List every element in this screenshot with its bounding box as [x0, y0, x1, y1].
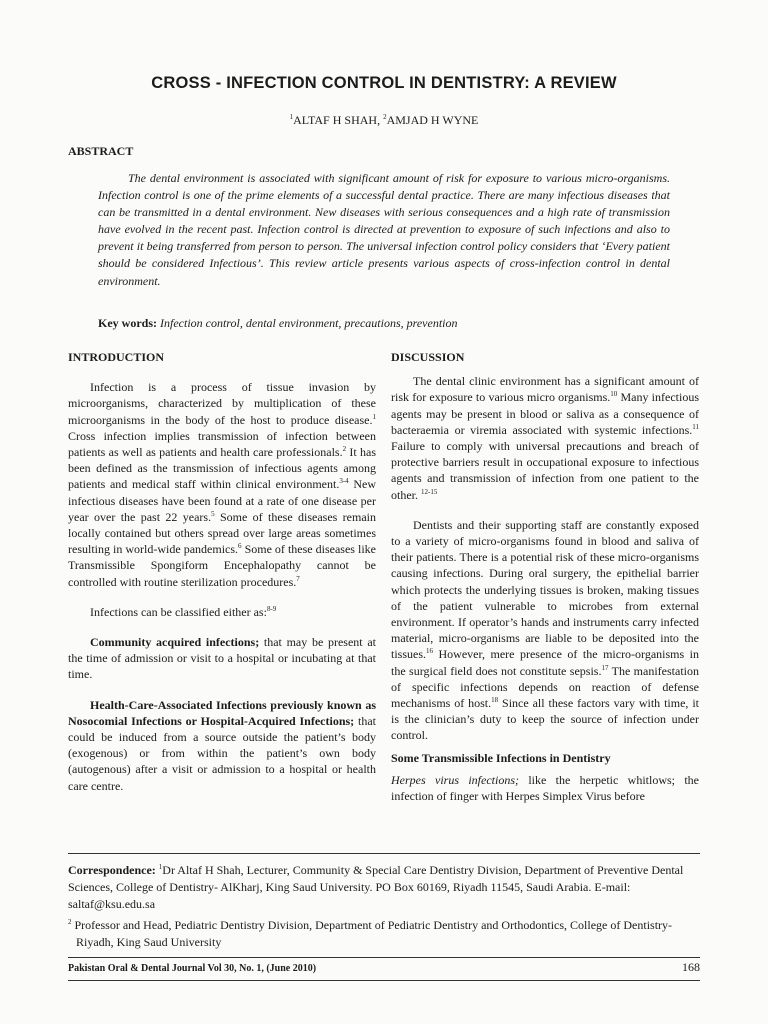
intro-paragraph-3: Community acquired infections; that may be present at the time of admission or visit to a hospital or incubating at that time. [68, 635, 376, 682]
right-column [391, 349, 699, 818]
intro-paragraph-4: Health-Care-Associated Infections previously known as Nosocomial Infections or Hospital-Acquired Infections; that could be induced from a source outside the patient’s body (exogenous) or from within the patient’s own body (autogenous) after a visit or admission to a hospital or health care centre. [68, 697, 377, 793]
discussion-paragraph-2: Dentists and their supporting staff are constantly exposed to a variety of micro-organisms found in blood and saliva of their patients. There is a potential risk of these micro-organisms causing infections. During oral surgery, the epithelial barrier which protects the underlying tissues is broken, making tissues of the patient vulnerable to microbes from external environment. If operator’s hands and instruments carry infected material, micro-organisms are liable to be deposited into the tissues.$^{16}$ However, mere presence of the micro-organisms in the surgical field does not constitute sepsis.$^{17}$ The manifestation of specific infections depends on reaction of defense mechanisms of host.$^{18}$ Since all these factors vary with time, it is the clinician’s duty to keep the source of infection under control. [391, 517, 699, 743]
intro-paragraph-2: Infections can be classified either as:$^{8-9}$ [90, 604, 277, 619]
author-line [0, 113, 768, 128]
journal-citation: Pakistan Oral & Dental Journal Vol 30, No. 1, (June 2010) [68, 963, 317, 974]
abstract-text [98, 170, 670, 290]
footer-rule-top [68, 957, 700, 958]
paper-title: CROSS - INFECTION CONTROL IN DENTISTRY: A REVIEW [151, 74, 617, 92]
author-1: ALTAF H SHAH, [293, 113, 384, 127]
introduction-heading: INTRODUCTION [68, 350, 165, 364]
correspondence-label: Correspondence: [68, 863, 156, 877]
footer-rule-bottom [68, 980, 700, 981]
abstract-heading: ABSTRACT [68, 144, 134, 158]
author-1-affiliation: 1 [289, 113, 294, 121]
left-column [68, 349, 376, 808]
page-number: 168 [682, 960, 700, 974]
intro-paragraph-1: Infection is a process of tissue invasion by microorganisms, characterized by multiplication of these microorganisms in the body of the host to produce disease.$^1$ Cross infection implies transmission of infection between patients as well as patients and health care professionals.$^2$ It has been defined as the transmission of infectious agents among patients and medical staff within clinical environment.$^{3-4}$ New infectious diseases have been found at a rate of one disease per year over the past 22 years.$^5$ Some of these diseases remain locally contained but others spread over large areas sometimes resulting in world-wide pandemics.$^6$ Some of these diseases like Transmissible Spongiform Encephalopathy cannot be controlled with routine sterilization procedures.$^7$ [68, 380, 377, 589]
author-2-affiliation: 2 [383, 113, 387, 121]
discussion-paragraph-1: The dental clinic environment has a significant amount of risk for exposure to various micro organisms.$^{10}$ Many infectious agents may be present in blood or saliva as a consequence of bacteraemia or viremia associated with systemic infections.$^{11}$ Failure to comply with universal precautions and breach of protective barriers result in occupational exposure to infectious agents and transmission of infection from one patient to the other. $^{12-15}$ [391, 374, 699, 502]
discussion-paragraph-3: Herpes virus infections; like the herpetic whitlows; the infection of finger with Herpes Simplex Virus before [391, 772, 700, 804]
correspondence-block [68, 862, 702, 951]
abstract-body: The dental environment is associated with significant amount of risk for exposure to various micro-organisms. Infection control is one of the prime elements of a successful dental practice. There are many infectious diseases that can be transmitted in a dental environment. New diseases with serious consequences and a high rate of transmission have evolved in the recent past. Infection control is directed at prevention to exposure of such infections and also to prevent it being transferred from person to person. The universal infection control policy considers that ‘Every patient should be considered Infectious’. This review article presents various aspects of cross-infection control in dental environment. [98, 171, 670, 288]
keywords [98, 316, 698, 331]
keywords-list: Infection control, dental environment, precautions, prevention [160, 316, 458, 330]
correspondence-coauthor: $^2$ Professor and Head, Pediatric Dentistry Division, Department of Pediatric Dentistry and Orthodontics, College of Dentistry-Riyadh, King Saud University [68, 918, 673, 949]
subsection-heading: Some Transmissible Infections in Dentistry [391, 750, 611, 765]
correspondence-author: Correspondence: $^1$Dr Altaf H Shah, Lecturer, Community & Special Care Dentistry Division, Department of Preventive Dental Sciences, College of Dentistry- AlKharj, King Saud University. PO Box 60169, Riyadh 11545, Saudi Arabia. E-mail: saltaf@ksu.edu.sa [68, 863, 684, 911]
discussion-heading: DISCUSSION [391, 350, 465, 364]
footnote-divider [68, 853, 700, 854]
author-2: AMJAD H WYNE [386, 113, 479, 127]
keywords-label: Key words: [98, 316, 157, 330]
